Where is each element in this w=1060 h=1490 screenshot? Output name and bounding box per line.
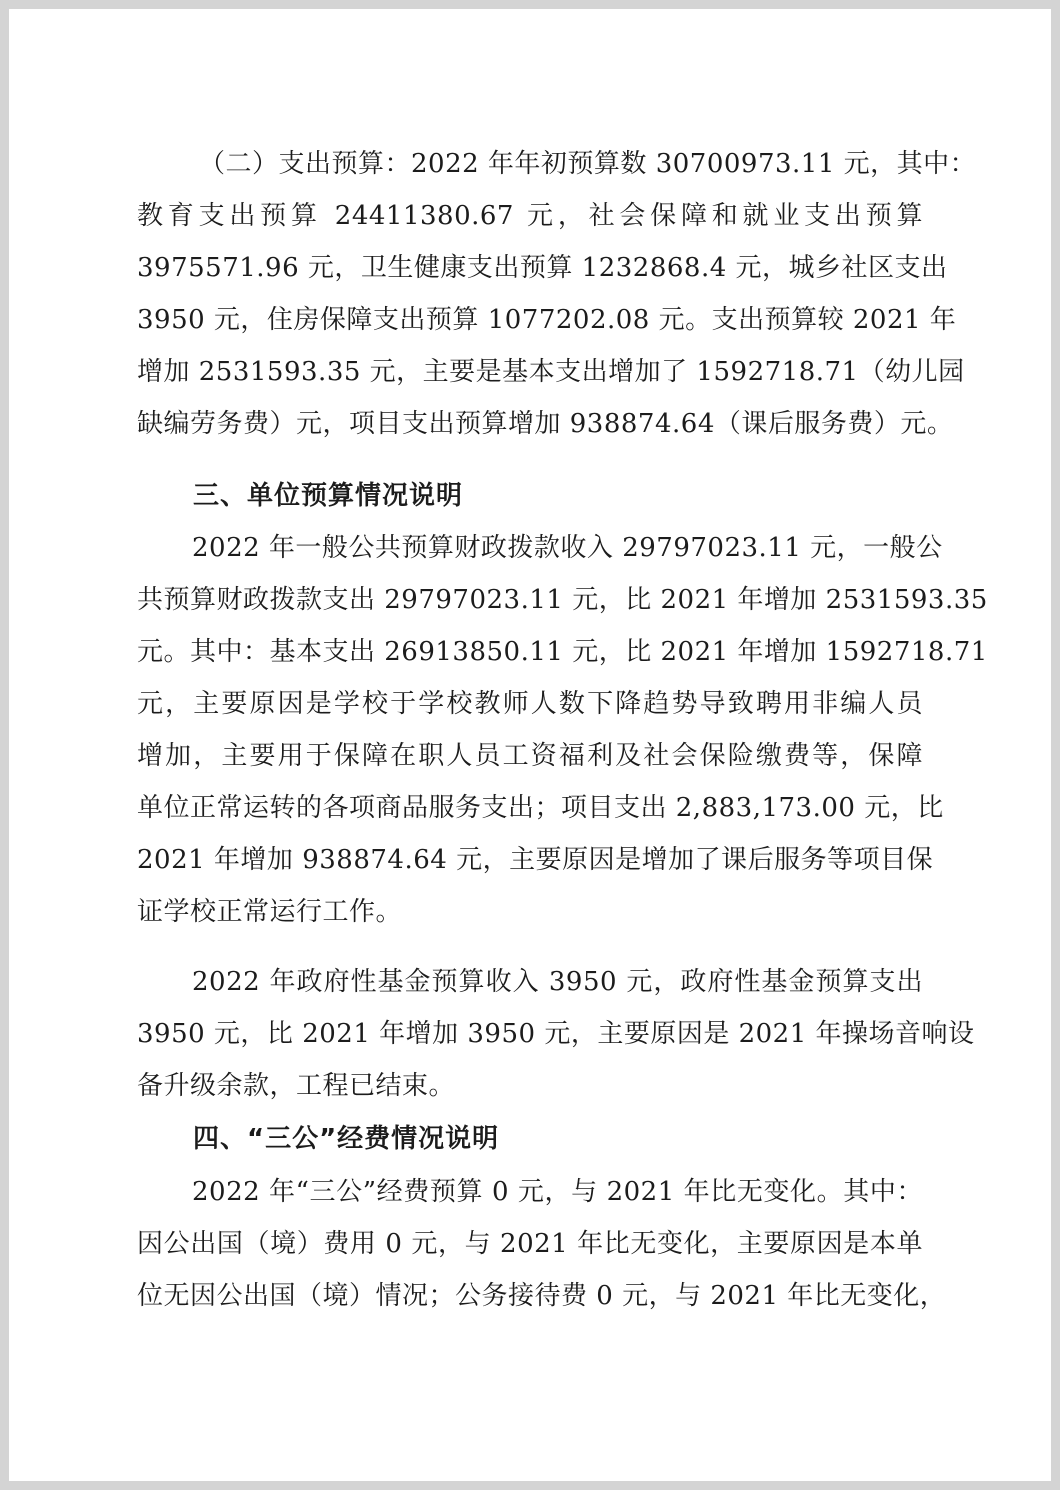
- text-line: 3950 元，住房保障支出预算 1077202.08 元。支出预算较 2021 年: [137, 305, 957, 335]
- text-line: 备升级余款，工程已结束。: [137, 1071, 456, 1101]
- text-line: 位无因公出国（境）情况；公务接待费 0 元，与 2021 年比无变化，: [137, 1281, 947, 1311]
- text-line: 共预算财政拨款支出 29797023.11 元，比 2021 年增加 2531593.35: [137, 585, 988, 615]
- text-line: 单位正常运转的各项商品服务支出；项目支出 2,883,173.00 元，比: [137, 793, 944, 823]
- section-heading-unit-budget: 三、单位预算情况说明: [193, 481, 464, 511]
- text-line: 2022 年一般公共预算财政拨款收入 29797023.11 元，一般公: [192, 533, 943, 563]
- text-line: 元。其中：基本支出 26913850.11 元，比 2021 年增加 1592718.71: [137, 637, 988, 667]
- document-page: [9, 9, 1051, 1481]
- text-line: 缺编劳务费）元，项目支出预算增加 938874.64（课后服务费）元。: [137, 409, 954, 439]
- text-line: （二）支出预算：2022 年年初预算数 30700973.11 元，其中：: [199, 149, 977, 179]
- text-line: 2022 年政府性基金预算收入 3950 元，政府性基金预算支出: [192, 967, 923, 997]
- text-line: 3975571.96 元，卫生健康支出预算 1232868.4 元，城乡社区支出: [137, 253, 948, 283]
- text-line: 元，主要原因是学校于学校教师人数下降趋势导致聘用非编人员: [137, 689, 923, 719]
- text-line: 增加，主要用于保障在职人员工资福利及社会保险缴费等，保障: [137, 741, 923, 771]
- section-heading-three-public-expenses: 四、“三公”经费情况说明: [193, 1124, 500, 1154]
- text-line: 因公出国（境）费用 0 元，与 2021 年比无变化，主要原因是本单: [137, 1229, 923, 1259]
- text-line: 教育支出预算 24411380.67 元，社会保障和就业支出预算: [137, 201, 923, 231]
- text-line: 2021 年增加 938874.64 元，主要原因是增加了课后服务等项目保: [137, 845, 934, 875]
- text-line: 证学校正常运行工作。: [137, 897, 403, 927]
- text-line: 3950 元，比 2021 年增加 3950 元，主要原因是 2021 年操场音响设: [137, 1019, 975, 1049]
- text-line: 增加 2531593.35 元，主要是基本支出增加了 1592718.71（幼儿园: [137, 357, 965, 387]
- text-line: 2022 年“三公”经费预算 0 元，与 2021 年比无变化。其中：: [192, 1177, 923, 1207]
